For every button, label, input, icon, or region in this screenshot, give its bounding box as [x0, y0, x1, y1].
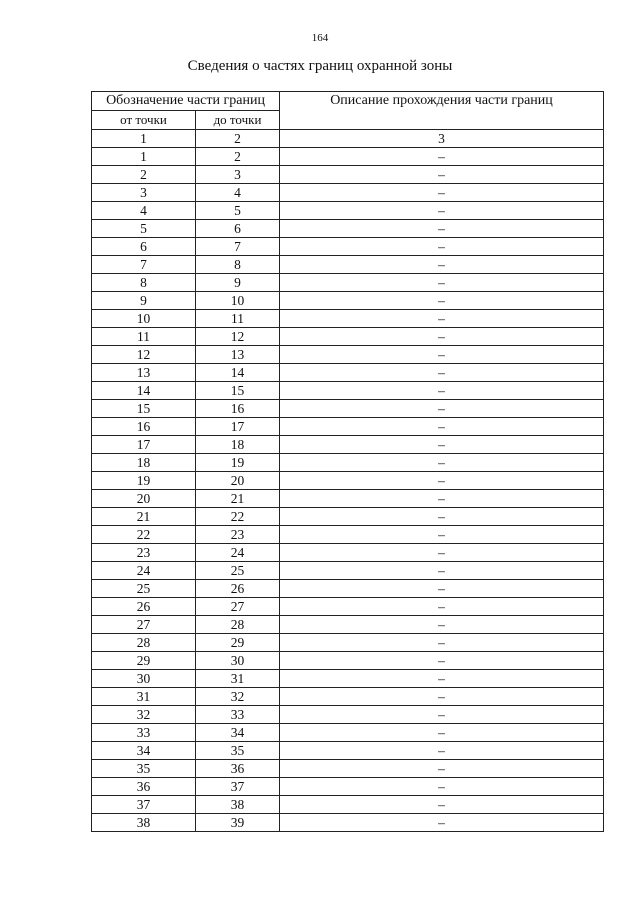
header-boundary-part-designation: Обозначение части границ [92, 92, 280, 111]
cell-from-point: 38 [92, 814, 196, 832]
cell-from-point: 26 [92, 598, 196, 616]
cell-description: – [280, 490, 604, 508]
cell-to-point: 4 [196, 184, 280, 202]
table-row [92, 616, 604, 634]
cell-description: – [280, 580, 604, 598]
table-row [92, 580, 604, 598]
cell-from-point: 2 [92, 166, 196, 184]
cell-description: – [280, 724, 604, 742]
cell-description: – [280, 508, 604, 526]
cell-description: – [280, 256, 604, 274]
cell-description: – [280, 166, 604, 184]
table-row [92, 310, 604, 328]
table-row [92, 760, 604, 778]
table-row [92, 796, 604, 814]
cell-description: – [280, 796, 604, 814]
cell-to-point: 2 [196, 148, 280, 166]
table-row [92, 688, 604, 706]
cell-from-point: 3 [92, 184, 196, 202]
cell-from-point: 14 [92, 382, 196, 400]
cell-description: – [280, 436, 604, 454]
cell-from-point: 35 [92, 760, 196, 778]
cell-description: – [280, 760, 604, 778]
table-row [92, 436, 604, 454]
cell-description: – [280, 148, 604, 166]
cell-to-point: 6 [196, 220, 280, 238]
header-from-point: от точки [92, 111, 196, 130]
cell-description: – [280, 544, 604, 562]
table-row [92, 382, 604, 400]
cell-description: – [280, 238, 604, 256]
cell-to-point: 29 [196, 634, 280, 652]
cell-description: – [280, 418, 604, 436]
table-row [92, 544, 604, 562]
cell-to-point: 31 [196, 670, 280, 688]
table-row [92, 400, 604, 418]
cell-description: – [280, 310, 604, 328]
cell-description: – [280, 670, 604, 688]
cell-from-point: 31 [92, 688, 196, 706]
table-row [92, 652, 604, 670]
cell-to-point: 21 [196, 490, 280, 508]
table-header [92, 92, 604, 148]
cell-to-point: 39 [196, 814, 280, 832]
cell-to-point: 10 [196, 292, 280, 310]
cell-to-point: 9 [196, 274, 280, 292]
cell-from-point: 20 [92, 490, 196, 508]
cell-to-point: 22 [196, 508, 280, 526]
cell-from-point: 16 [92, 418, 196, 436]
document-title: Сведения о частях границ охранной зоны [187, 58, 453, 74]
cell-to-point: 38 [196, 796, 280, 814]
cell-to-point: 13 [196, 346, 280, 364]
table-row [92, 472, 604, 490]
cell-to-point: 8 [196, 256, 280, 274]
cell-description: – [280, 292, 604, 310]
cell-to-point: 33 [196, 706, 280, 724]
cell-description: – [280, 562, 604, 580]
cell-to-point: 28 [196, 616, 280, 634]
cell-to-point: 32 [196, 688, 280, 706]
table-row [92, 166, 604, 184]
cell-from-point: 5 [92, 220, 196, 238]
cell-from-point: 37 [92, 796, 196, 814]
cell-description: – [280, 274, 604, 292]
cell-description: – [280, 202, 604, 220]
cell-from-point: 11 [92, 328, 196, 346]
table-row [92, 274, 604, 292]
cell-from-point: 12 [92, 346, 196, 364]
cell-from-point: 25 [92, 580, 196, 598]
cell-from-point: 9 [92, 292, 196, 310]
cell-to-point: 16 [196, 400, 280, 418]
column-number: 1 [92, 130, 196, 148]
cell-from-point: 1 [92, 148, 196, 166]
cell-to-point: 26 [196, 580, 280, 598]
cell-to-point: 15 [196, 382, 280, 400]
table-row [92, 148, 604, 166]
table-row [92, 598, 604, 616]
cell-to-point: 5 [196, 202, 280, 220]
cell-description: – [280, 328, 604, 346]
cell-to-point: 36 [196, 760, 280, 778]
table-row [92, 220, 604, 238]
table-row [92, 814, 604, 832]
table-row [92, 454, 604, 472]
cell-from-point: 23 [92, 544, 196, 562]
cell-from-point: 28 [92, 634, 196, 652]
header-to-point: до точки [196, 111, 280, 130]
cell-to-point: 3 [196, 166, 280, 184]
cell-to-point: 24 [196, 544, 280, 562]
cell-from-point: 33 [92, 724, 196, 742]
table-row [92, 706, 604, 724]
cell-to-point: 7 [196, 238, 280, 256]
column-number: 2 [196, 130, 280, 148]
table-row [92, 364, 604, 382]
cell-to-point: 19 [196, 454, 280, 472]
cell-from-point: 29 [92, 652, 196, 670]
cell-to-point: 11 [196, 310, 280, 328]
cell-to-point: 30 [196, 652, 280, 670]
cell-description: – [280, 220, 604, 238]
cell-to-point: 14 [196, 364, 280, 382]
cell-from-point: 15 [92, 400, 196, 418]
cell-from-point: 36 [92, 778, 196, 796]
column-number-row [92, 130, 604, 148]
boundary-parts-table [91, 91, 604, 832]
cell-to-point: 20 [196, 472, 280, 490]
cell-to-point: 34 [196, 724, 280, 742]
cell-from-point: 13 [92, 364, 196, 382]
cell-description: – [280, 472, 604, 490]
table-row [92, 256, 604, 274]
cell-description: – [280, 652, 604, 670]
cell-from-point: 8 [92, 274, 196, 292]
cell-to-point: 23 [196, 526, 280, 544]
cell-from-point: 30 [92, 670, 196, 688]
cell-to-point: 25 [196, 562, 280, 580]
cell-description: – [280, 454, 604, 472]
table-row [92, 292, 604, 310]
cell-description: – [280, 814, 604, 832]
table-body [92, 148, 604, 832]
cell-description: – [280, 346, 604, 364]
table-row [92, 508, 604, 526]
cell-to-point: 35 [196, 742, 280, 760]
cell-from-point: 18 [92, 454, 196, 472]
cell-from-point: 22 [92, 526, 196, 544]
table-row [92, 238, 604, 256]
table-row [92, 418, 604, 436]
table-row [92, 742, 604, 760]
cell-to-point: 12 [196, 328, 280, 346]
table-row [92, 202, 604, 220]
cell-from-point: 21 [92, 508, 196, 526]
table-row [92, 562, 604, 580]
cell-from-point: 7 [92, 256, 196, 274]
page-number: 164 [311, 32, 329, 44]
cell-description: – [280, 706, 604, 724]
cell-description: – [280, 364, 604, 382]
cell-from-point: 17 [92, 436, 196, 454]
cell-description: – [280, 400, 604, 418]
cell-description: – [280, 526, 604, 544]
table-row [92, 346, 604, 364]
cell-to-point: 18 [196, 436, 280, 454]
cell-from-point: 34 [92, 742, 196, 760]
cell-from-point: 6 [92, 238, 196, 256]
cell-description: – [280, 778, 604, 796]
cell-from-point: 32 [92, 706, 196, 724]
cell-description: – [280, 598, 604, 616]
cell-to-point: 37 [196, 778, 280, 796]
table-row [92, 670, 604, 688]
column-number: 3 [280, 130, 604, 148]
header-boundary-description: Описание прохождения части границ [280, 92, 604, 130]
cell-from-point: 27 [92, 616, 196, 634]
table-row [92, 184, 604, 202]
cell-description: – [280, 688, 604, 706]
cell-description: – [280, 742, 604, 760]
table-row [92, 526, 604, 544]
cell-description: – [280, 382, 604, 400]
cell-from-point: 24 [92, 562, 196, 580]
cell-description: – [280, 616, 604, 634]
cell-description: – [280, 634, 604, 652]
table-row [92, 328, 604, 346]
cell-from-point: 10 [92, 310, 196, 328]
cell-from-point: 19 [92, 472, 196, 490]
table-row [92, 634, 604, 652]
table-row [92, 724, 604, 742]
table-row [92, 490, 604, 508]
cell-description: – [280, 184, 604, 202]
cell-to-point: 17 [196, 418, 280, 436]
table-row [92, 778, 604, 796]
cell-to-point: 27 [196, 598, 280, 616]
cell-from-point: 4 [92, 202, 196, 220]
